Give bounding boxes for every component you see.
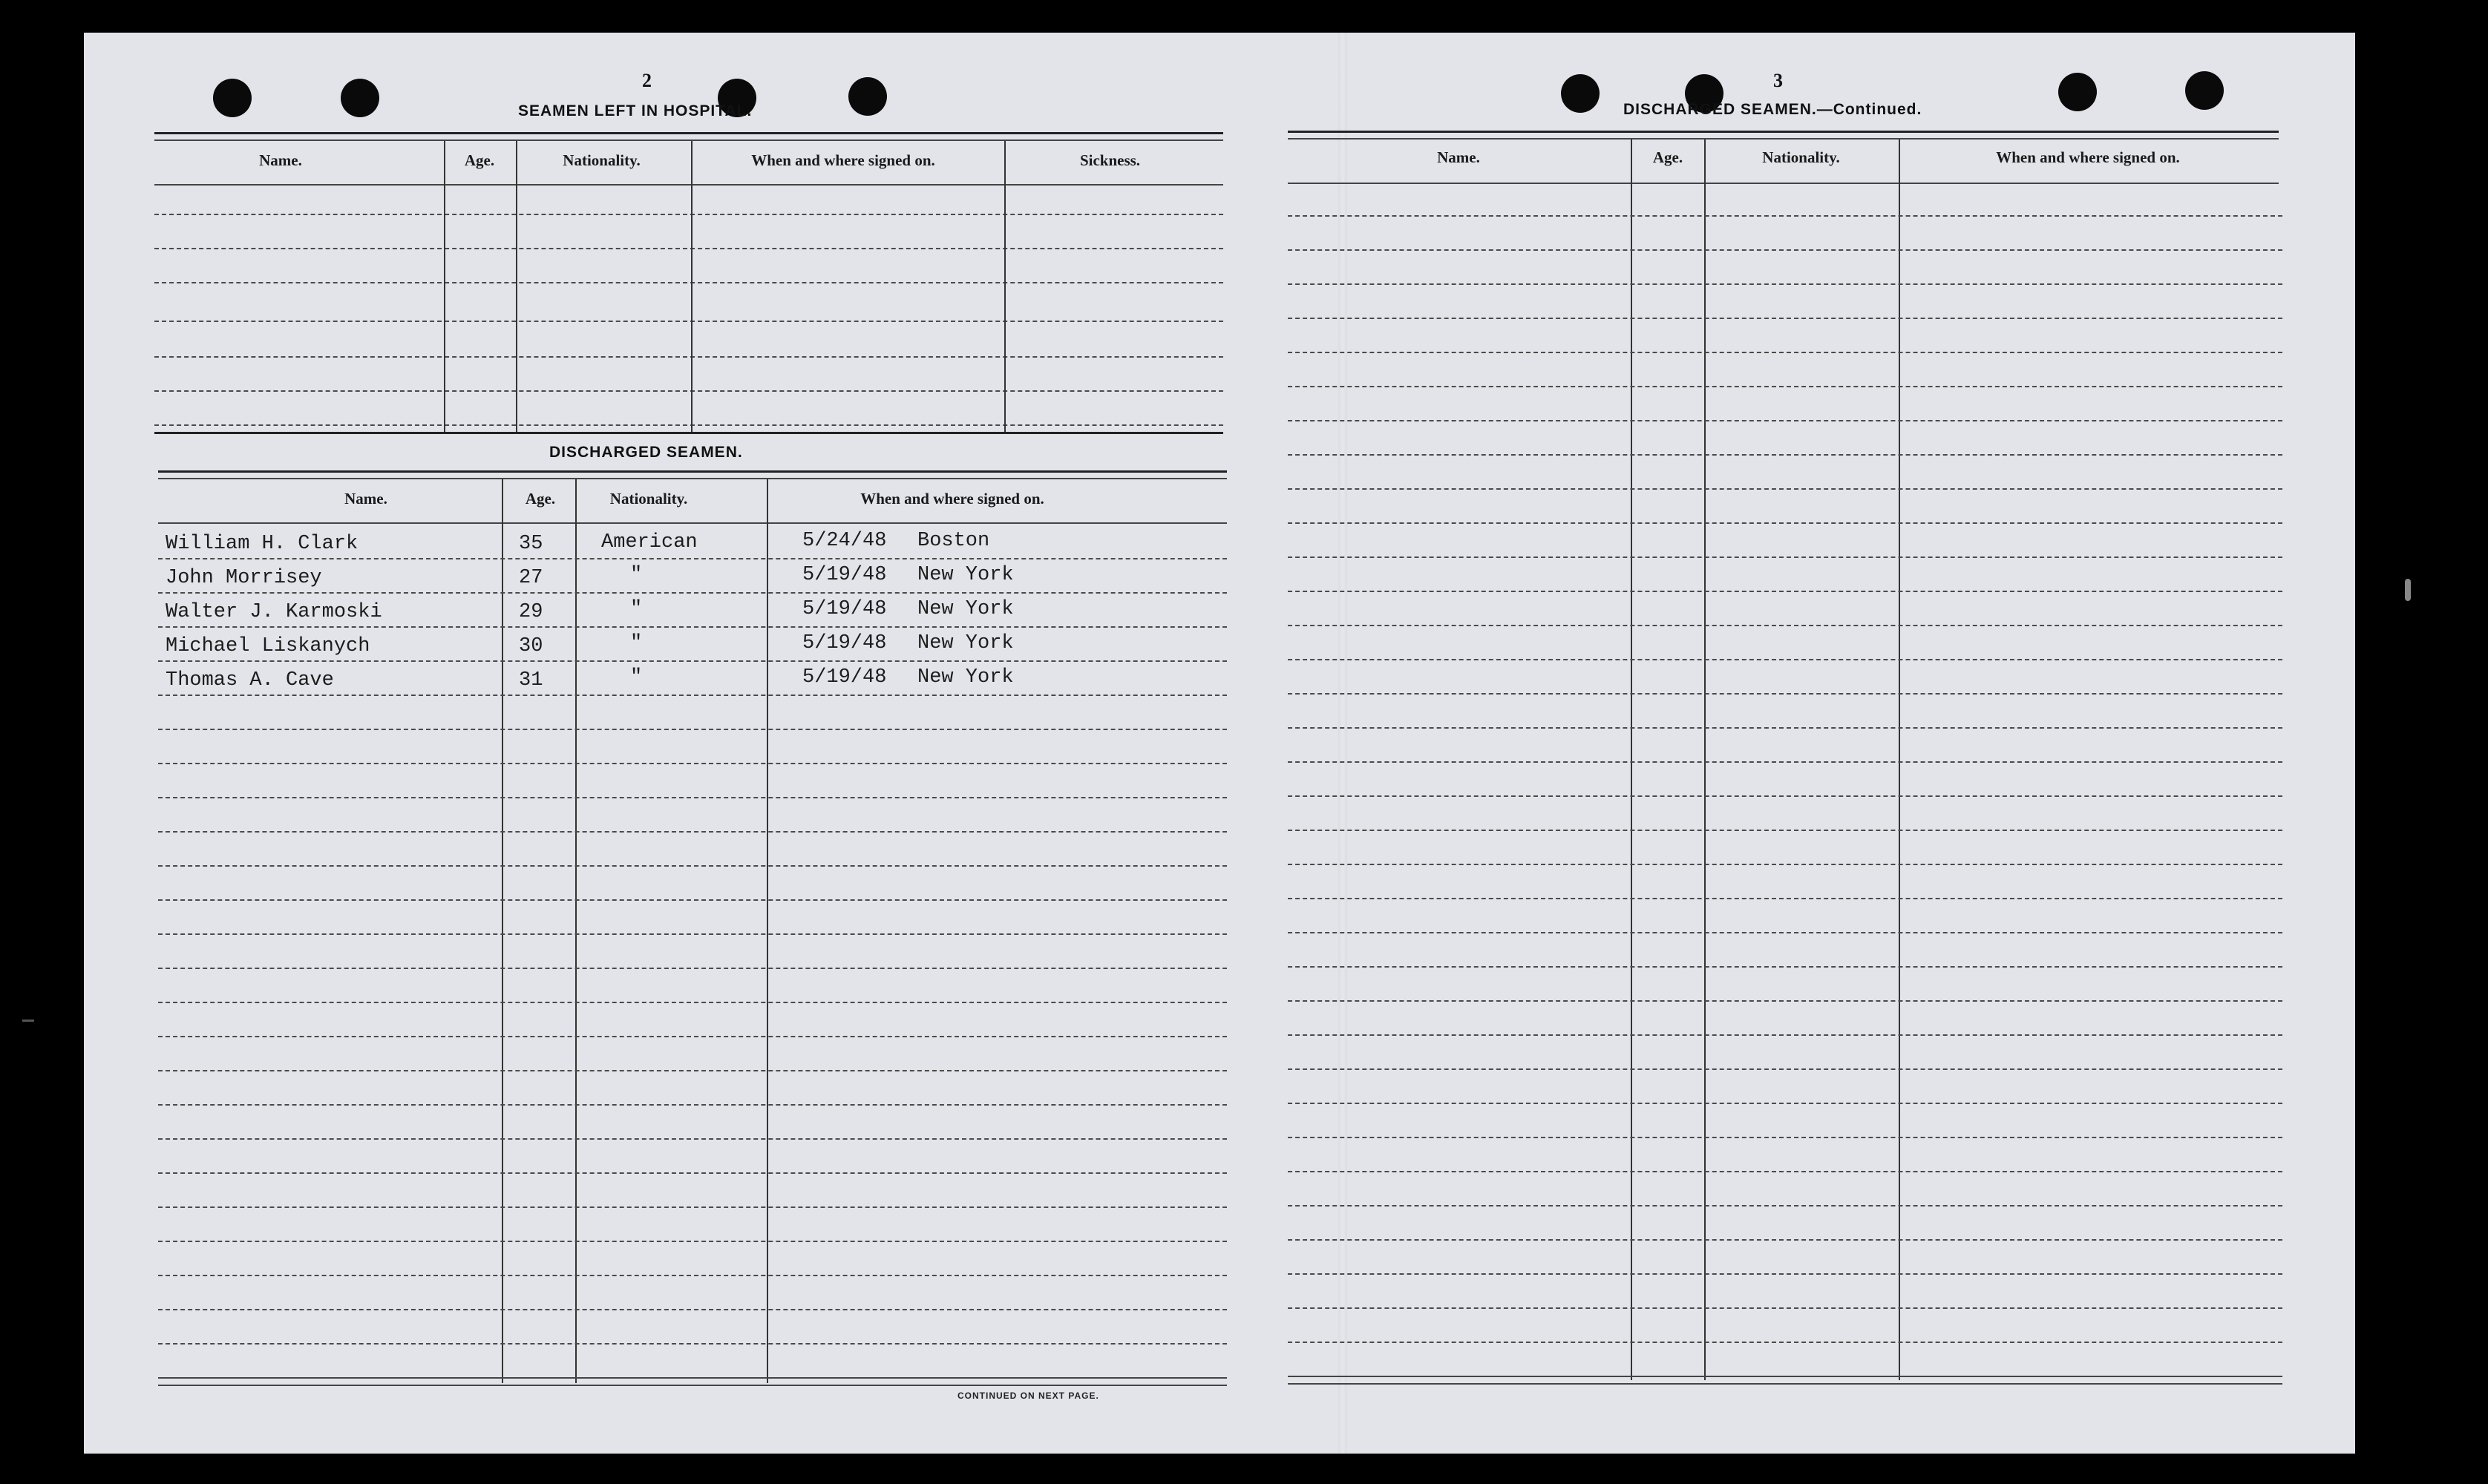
column-header: Sickness. — [1079, 151, 1141, 169]
signed-on-date: 5/19/48 — [802, 564, 887, 586]
column-header: Name. — [259, 151, 302, 169]
signed-on-place: New York — [917, 564, 1014, 586]
continued-heading: DISCHARGED SEAMEN.—Continued. — [1623, 101, 1922, 118]
top-rule — [154, 132, 1223, 134]
signed-on-date: 5/19/48 — [802, 598, 887, 620]
hospital-heading: SEAMEN LEFT IN HOSPITAL. — [518, 102, 753, 119]
column-header: Nationality. — [1762, 148, 1840, 166]
column-header: Nationality. — [563, 151, 641, 169]
page-number: 3 — [1773, 70, 1783, 91]
punch-hole — [2058, 73, 2097, 111]
seaman-age: 31 — [519, 669, 543, 692]
seaman-age: 27 — [519, 567, 543, 589]
seaman-age: 35 — [519, 533, 543, 555]
scan-speck — [22, 1020, 34, 1022]
document-sheet — [84, 33, 2355, 1454]
column-header: When and where signed on. — [751, 151, 935, 169]
column-header: Nationality. — [609, 490, 688, 508]
seaman-nationality: " — [630, 632, 643, 654]
punch-hole — [848, 77, 887, 116]
page-number: 2 — [642, 70, 652, 91]
seaman-age: 30 — [519, 635, 543, 657]
scan-speck — [2405, 579, 2411, 601]
seaman-nationality: American — [601, 531, 698, 554]
punch-hole — [2185, 71, 2224, 110]
column-header: Name. — [1437, 148, 1480, 166]
punch-hole — [1561, 74, 1600, 113]
signed-on-date: 5/19/48 — [802, 632, 887, 654]
seaman-name: William H. Clark — [166, 533, 359, 555]
punch-hole — [341, 79, 379, 117]
seaman-name: John Morrisey — [166, 567, 322, 589]
seaman-age: 29 — [519, 601, 543, 623]
signed-on-place: New York — [917, 598, 1014, 620]
signed-on-place: New York — [917, 666, 1014, 689]
seaman-nationality: " — [630, 598, 643, 620]
column-header: Age. — [464, 151, 495, 169]
continued-footer: CONTINUED ON NEXT PAGE. — [957, 1391, 1099, 1401]
column-header: When and where signed on. — [1996, 148, 2180, 166]
signed-on-place: Boston — [917, 530, 990, 552]
seaman-nationality: " — [630, 564, 643, 586]
seaman-name: Michael Liskanych — [166, 635, 370, 657]
punch-hole — [213, 79, 252, 117]
seaman-nationality: " — [630, 666, 643, 689]
signed-on-place: New York — [917, 632, 1014, 654]
seaman-name: Walter J. Karmoski — [166, 601, 382, 623]
seaman-name: Thomas A. Cave — [166, 669, 334, 692]
discharged-heading: DISCHARGED SEAMEN. — [549, 444, 743, 461]
signed-on-date: 5/19/48 — [802, 666, 887, 689]
column-header: Age. — [1652, 148, 1683, 166]
signed-on-date: 5/24/48 — [802, 530, 887, 552]
column-header: Age. — [525, 490, 556, 508]
column-header: Name. — [344, 490, 387, 508]
column-header: When and where signed on. — [860, 490, 1044, 508]
